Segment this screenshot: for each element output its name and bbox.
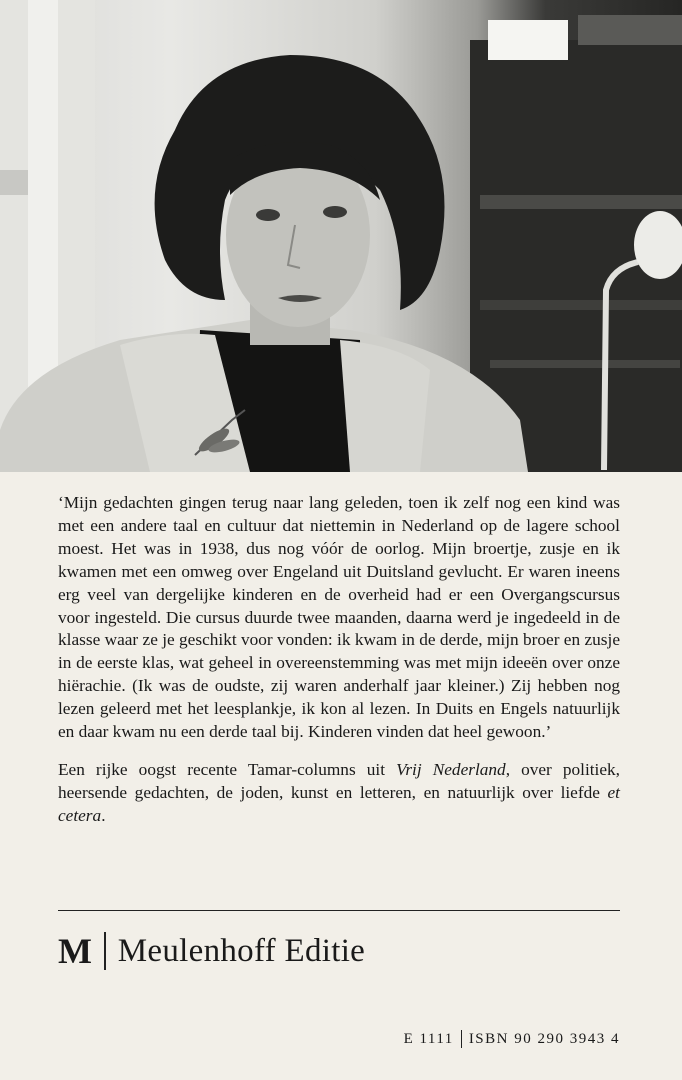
intro-paragraph	[58, 759, 620, 828]
publisher-logo: M	[58, 931, 93, 971]
intro-text-2: , over politiek, heersende gedachten, de joden, kunst en letteren, en natuurlijk over liefde	[58, 759, 620, 802]
publisher-separator	[104, 932, 106, 970]
quote-paragraph: ‘Mijn gedachten gingen terug naar lang geleden, toen ik zelf nog een kind was met een andere taal en cultuur dat niettemin in Nederland op de lagere school moest. Het was in 1938, dus nog vóór de oorlog. Mijn broertje, zusje en ik kwamen met een omweg over Engeland uit Duitsland gevlucht. Er waren ineens erg veel van dergelijke kinderen en de overheid had er een Overgangscursus voor ingesteld. Die cursus duurde twee maanden, daarna werd je ingedeeld in de klasse waar ze je geschikt voor vonden: ik kwam in de derde, mijn broer en zusje in de eerste klas, wat geheel in overeenstemming was met mijn ideeën over onze hiërachie. (Ik was de oudste, zij waren anderhalf jaar kleiner.) Zij hebben nog lezen geleerd met het leesplankje, ik kon al lezen. In Duits en Engels natuurlijk en daar kwam nu een derde taal bij. Kinderen vinden dat heel gewoon.’	[58, 493, 620, 742]
intro-text-1: Een rijke oogst recente Tamar-columns uit	[58, 759, 397, 779]
magazine-title: Vrij Nederland	[396, 759, 506, 779]
publisher-imprint	[58, 926, 365, 976]
et-cetera-text: et cetera	[58, 782, 620, 825]
author-photo	[0, 0, 682, 472]
publisher-name: Meulenhoff Editie	[117, 932, 366, 969]
back-cover-text	[58, 492, 620, 828]
divider-rule	[58, 910, 620, 911]
intro-text-3: .	[101, 805, 106, 825]
series-number: E 1111	[403, 1030, 454, 1047]
isbn-separator	[461, 1030, 462, 1048]
isbn-number: ISBN 90 290 3943 4	[468, 1030, 620, 1047]
isbn-line	[404, 1030, 620, 1048]
